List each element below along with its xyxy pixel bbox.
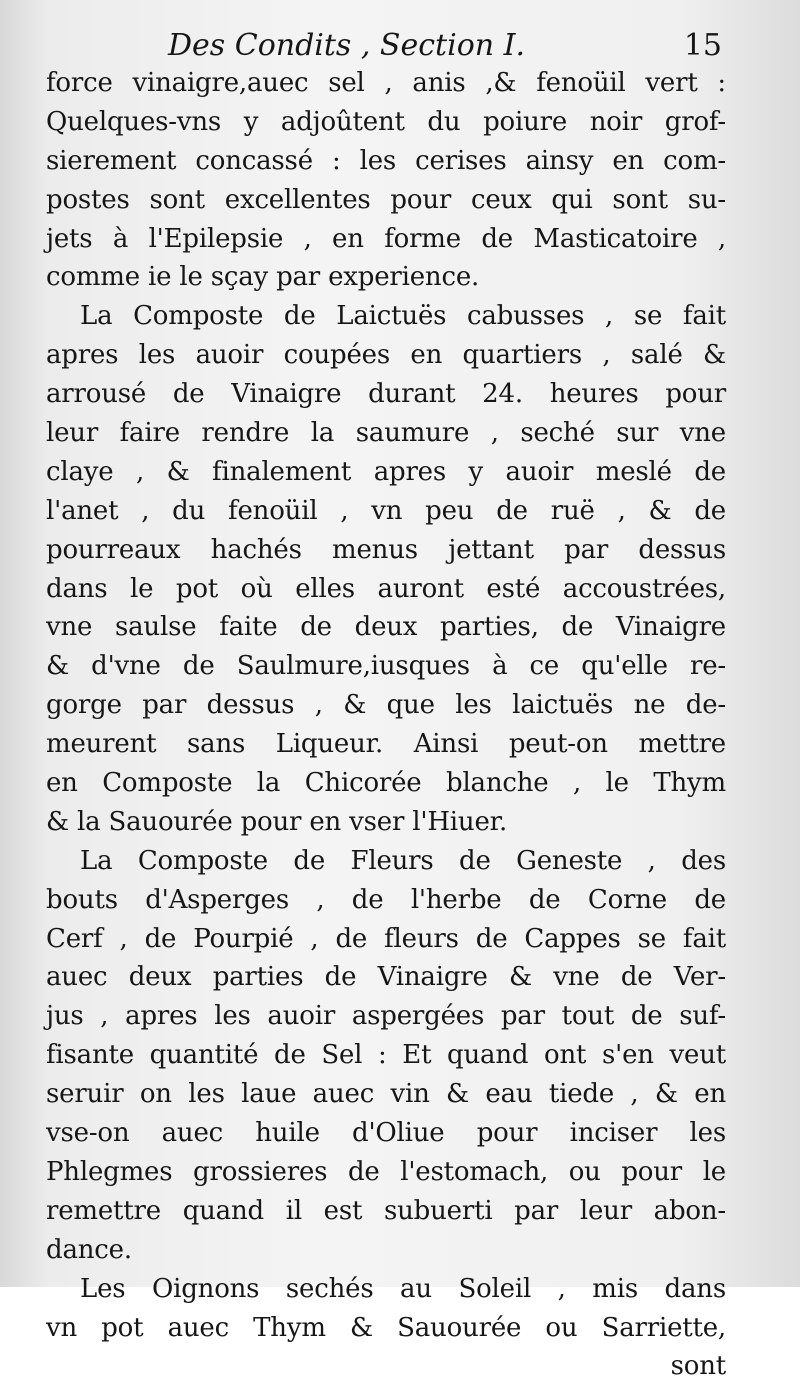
text-line: sont: [670, 1351, 726, 1382]
text-line: dans le pot où elles auront esté accoustrées,: [46, 573, 726, 604]
text-line: meurent sans Liqueur. Ainsi peut-on mettre: [46, 729, 726, 760]
page-header: [40, 24, 740, 68]
text-line: arrousé de Vinaigre durant 24. heures pour: [46, 379, 726, 410]
text-line: Quelques-vns y adjoûtent du poiure noir grof-: [46, 106, 726, 137]
text-line: sierement concassé : les cerises ainsy en com-: [46, 145, 726, 176]
page-number: 15: [683, 28, 722, 63]
text-line: vse-on auec huile d'Oliue pour inciser les: [46, 1118, 726, 1149]
text-line: & la Sauourée pour en vser l'Hiuer.: [46, 806, 508, 837]
body-text: [46, 64, 726, 1386]
text-line: fisante quantité de Sel : Et quand ont s'en veut: [46, 1040, 726, 1071]
text-line: seruir on les laue auec vin & eau tiede , & en: [46, 1079, 726, 1110]
text-line: La Composte de Fleurs de Geneste , des: [80, 845, 726, 876]
text-line: & d'vne de Saulmure,iusques à ce qu'elle re-: [46, 651, 726, 682]
text-line: Phlegmes grossieres de l'estomach, ou pour le: [46, 1156, 726, 1187]
text-line: vne saulse faite de deux parties, de Vinaigre: [46, 612, 726, 643]
text-line: comme ie le sçay par experience.: [46, 262, 480, 293]
text-line: apres les auoir coupées en quartiers , salé &: [46, 340, 726, 371]
text-line: remettre quand il est subuerti par leur abon-: [46, 1195, 726, 1226]
text-line: auec deux parties de Vinaigre & vne de Ver-: [46, 962, 726, 993]
text-line: claye , & finalement apres y auoir meslé de: [46, 456, 726, 487]
text-line: bouts d'Asperges , de l'herbe de Corne de: [46, 884, 726, 915]
text-line: leur faire rendre la saumure , seché sur vne: [46, 418, 726, 449]
text-line: jus , apres les auoir aspergées par tout de suf-: [46, 1001, 726, 1032]
text-line: force vinaigre,auec sel , anis ,& fenoüil vert :: [46, 68, 726, 98]
text-line: jets à l'Epilepsie , en forme de Masticatoire ,: [46, 223, 726, 254]
text-line: dance.: [46, 1234, 132, 1265]
running-title: Des Condits , Section I.: [168, 28, 525, 63]
text-line: vn pot auec Thym & Sauourée ou Sarriette,: [46, 1312, 726, 1343]
text-line: pourreaux hachés menus jettant par dessus: [46, 534, 726, 565]
text-line: Les Oignons sechés au Soleil , mis dans: [80, 1273, 726, 1304]
text-line: l'anet , du fenoüil , vn peu de ruë , & de: [46, 495, 726, 526]
text-line: Cerf , de Pourpié , de fleurs de Cappes se fait: [46, 923, 726, 954]
text-line: en Composte la Chicorée blanche , le Thym: [46, 768, 726, 799]
text-line: gorge par dessus , & que les laictuës ne de-: [46, 690, 726, 721]
text-line: postes sont excellentes pour ceux qui sont su-: [46, 184, 726, 215]
text-line: La Composte de Laictuës cabusses , se fait: [80, 301, 726, 332]
